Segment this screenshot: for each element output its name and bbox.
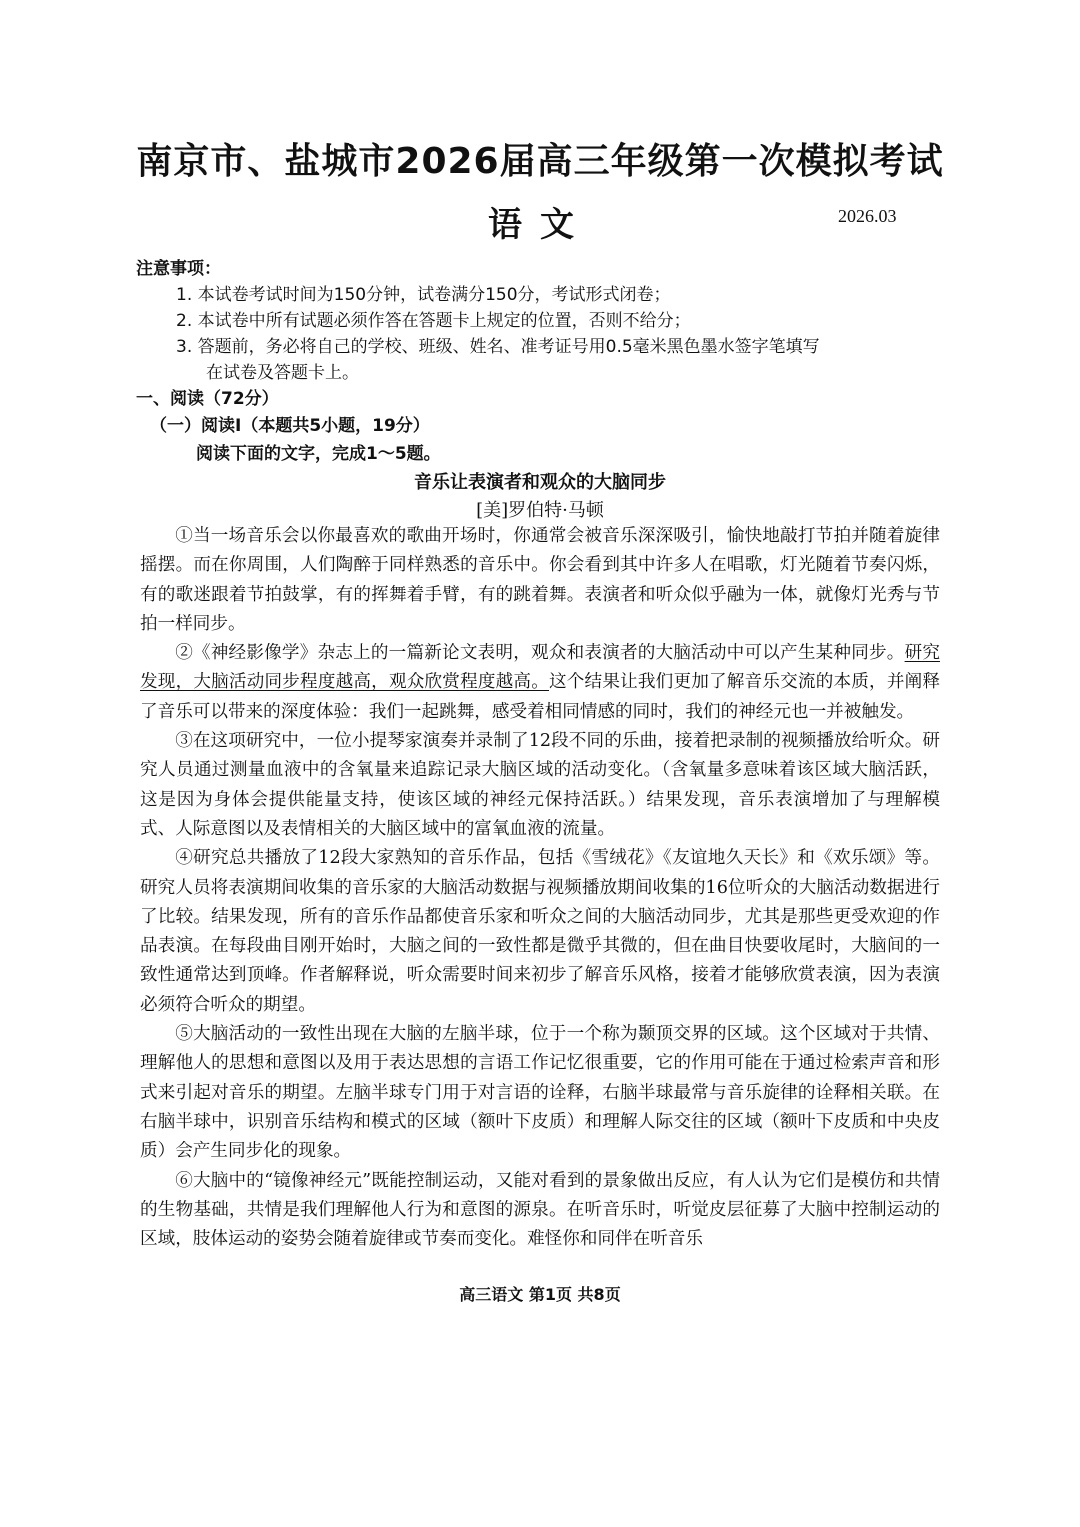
reading-instruction: 阅读下面的文字，完成1～5题。 bbox=[196, 444, 441, 464]
article-title: 音乐让表演者和观众的大脑同步 bbox=[414, 472, 666, 493]
exam-title: 南京市、盐城市2026届高三年级第一次模拟考试 bbox=[136, 141, 944, 182]
underlined-sentence: 研究发现，大脑活动同步程度越高，观众欣赏程度越高。 bbox=[140, 643, 940, 693]
section-heading: 一、阅读（72分） bbox=[136, 389, 279, 409]
notice-heading: 注意事项： bbox=[136, 259, 221, 279]
paragraph-1: ①当一场音乐会以你最喜欢的歌曲开场时，你通常会被音乐深深吸引，愉快地敲打节拍并随着旋律摇摆。而在你周围，人们陶醉于同样熟悉的音乐中。你会看到其中许多人在唱歌，灯光随着节奏闪烁，有的歌迷跟着节拍鼓掌，有的挥舞着手臂，有的跳着舞。表演者和听众似乎融为一体，就像灯光秀与节拍一样同步。 bbox=[140, 526, 940, 634]
paragraph-6: ⑥大脑中的“镜像神经元”既能控制运动，又能对看到的景象做出反应，有人认为它们是模仿和共情的生物基础，共情是我们理解他人行为和意图的源泉。在听音乐时，听觉皮层征募了大脑中控制运动的区域，肢体运动的姿势会随着旋律或节奏而变化。难怪你和同伴在听音乐 bbox=[140, 1170, 940, 1250]
paragraph-2 bbox=[140, 639, 940, 727]
subsection-heading: （一）阅读Ⅰ（本题共5小题，19分） bbox=[150, 416, 430, 436]
page-footer: 高三语文 第1页 共8页 bbox=[459, 1285, 621, 1304]
notice-item-1: 1. 本试卷考试时间为150分钟，试卷满分150分，考试形式闭卷； bbox=[176, 285, 671, 305]
notice-item-3-continued: 在试卷及答题卡上。 bbox=[206, 363, 359, 383]
exam-date: 2026.03 bbox=[838, 206, 897, 226]
paragraph-5: ⑤大脑活动的一致性出现在大脑的左脑半球，位于一个称为颞顶交界的区域。这个区域对于共情、理解他人的思想和意图以及用于表达思想的言语工作记忆很重要，它的作用可能在于通过检索声音和形式来引起对音乐的期望。左脑半球专门用于对言语的诠释，右脑半球最常与音乐旋律的诠释相关联。在右脑半球中，识别音乐结构和模式的区域（额叶下皮质）和理解人际交往的区域（额叶下皮质和中央皮质）会产生同步化的现象。 bbox=[140, 1024, 940, 1162]
notice-item-2: 2. 本试卷中所有试题必须作答在答题卡上规定的位置，否则不给分； bbox=[176, 311, 691, 331]
notice-item-3: 3. 答题前，务必将自己的学校、班级、姓名、准考证号用0.5毫米黑色墨水签字笔填写 bbox=[176, 337, 820, 357]
paragraph-4: ④研究总共播放了12段大家熟知的音乐作品，包括《雪绒花》《友谊地久天长》和《欢乐颂》等。研究人员将表演期间收集的音乐家的大脑活动数据与视频播放期间收集的16位听众的大脑活动数据进行了比较。结果发现，所有的音乐作品都使音乐家和听众之间的大脑活动同步，尤其是那些更受欢迎的作品表演。在每段曲目刚开始时，大脑之间的一致性都是微乎其微的，但在曲目快要收尾时，大脑间的一致性通常达到顶峰。作者解释说，听众需要时间来初步了解音乐风格，接着才能够欣赏表演，因为表演必须符合听众的期望。 bbox=[140, 848, 940, 1015]
article-author: [美]罗伯特·马顿 bbox=[476, 500, 604, 521]
subject-title: 语文 bbox=[488, 205, 592, 245]
paragraph-2-end: 这个结果让我们更加了解音乐交流的本质，并阐释了音乐可以带来的深度体验：我们一起跳舞，感受着相同情感的同时，我们的神经元也一并被触发。 bbox=[140, 672, 940, 722]
paragraph-3: ③在这项研究中，一位小提琴家演奏并录制了12段不同的乐曲，接着把录制的视频播放给听众。研究人员通过测量血液中的含氧量来追踪记录大脑区域的活动变化。（含氧量多意味着该区域大脑活跃，这是因为身体会提供能量支持，使该区域的神经元保持活跃。）结果发现，音乐表演增加了与理解模式、人际意图以及表情相关的大脑区域中的富氧血液的流量。 bbox=[140, 731, 940, 839]
article-body bbox=[140, 522, 940, 1254]
paragraph-2-start: ②《神经影像学》杂志上的一篇新论文表明，观众和表演者的大脑活动中可以产生某种同步。 bbox=[175, 643, 905, 664]
